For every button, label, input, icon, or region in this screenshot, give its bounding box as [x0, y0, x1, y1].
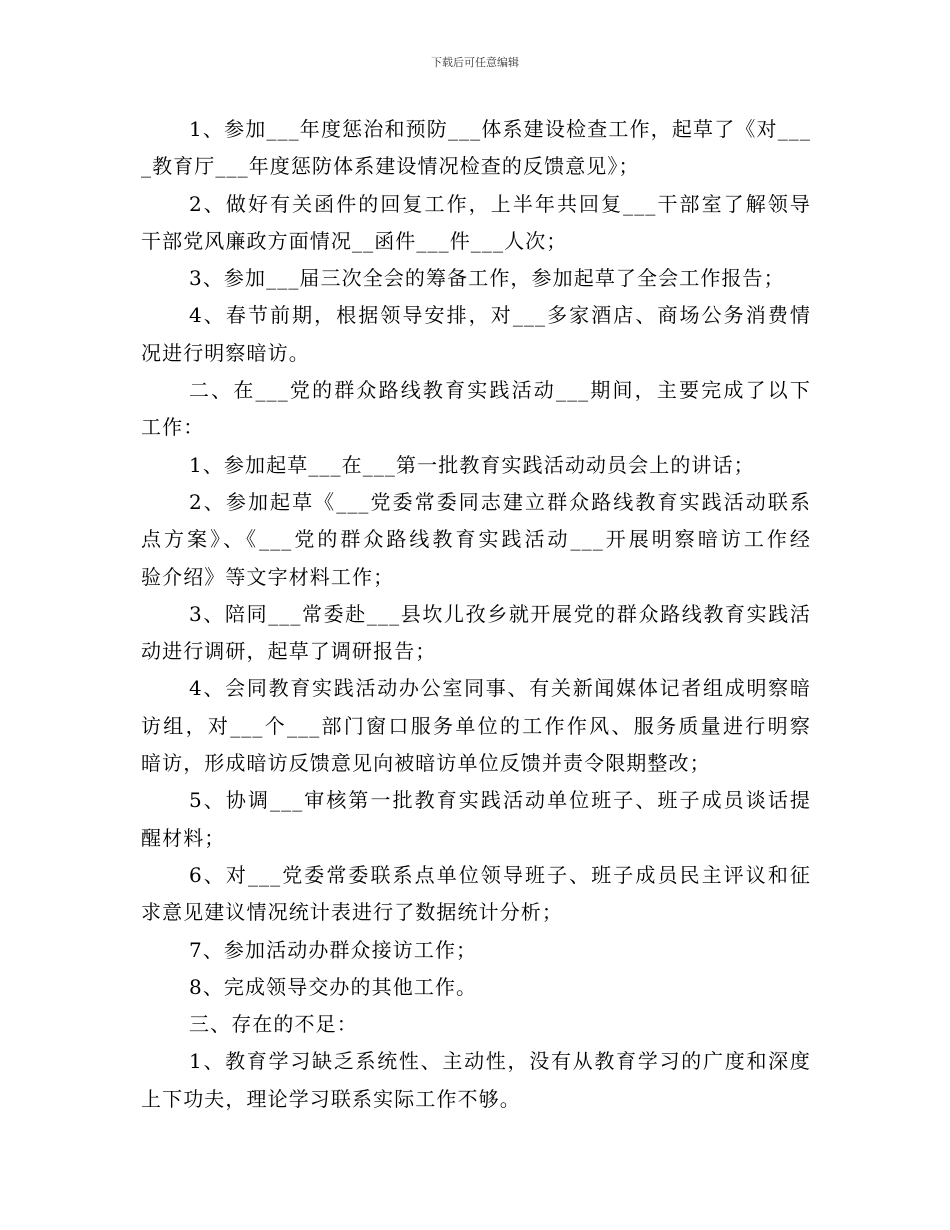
- text-line: 7、参加活动办群众接访工作；: [189, 937, 478, 962]
- text-line: 上下功夫，理论学习联系实际工作不够。: [141, 1086, 521, 1111]
- text-line: 干部党风廉政方面情况__函件___件___人次；: [141, 228, 568, 253]
- text-line: 1、教育学习缺乏系统性、主动性，没有从教育学习的广度和深度: [189, 1049, 811, 1074]
- text-line: 求意见建议情况统计表进行了数据统计分析；: [141, 900, 563, 925]
- text-line: 况进行明察暗访。: [141, 340, 310, 365]
- text-line: 三、存在的不足：: [189, 1012, 358, 1037]
- text-line: 3、参加___届三次全会的筹备工作，参加起草了全会工作报告；: [189, 266, 785, 291]
- text-line: 1、参加___年度惩治和预防___体系建设检查工作，起草了《对___: [189, 117, 811, 141]
- text-line: 验介绍》等文字材料工作；: [141, 564, 395, 589]
- text-line: 动进行调研，起草了调研报告；: [141, 639, 437, 664]
- text-line: 3、陪同___常委赴___县坎儿孜乡就开展党的群众路线教育实践活: [189, 601, 811, 626]
- text-line: 2、参加起草《___党委常委同志建立群众路线教育实践活动联系: [189, 489, 811, 514]
- text-line: 8、完成领导交办的其他工作。: [189, 974, 478, 999]
- text-line: _教育厅___年度惩防体系建设情况检查的反馈意见》；: [141, 154, 640, 179]
- text-line: 点方案》、《___党的群众路线教育实践活动___开展明察暗访工作经: [141, 527, 811, 552]
- text-line: 工作：: [141, 415, 205, 440]
- text-line: 1、参加起草___在___第一批教育实践活动动员会上的讲话；: [189, 452, 755, 477]
- text-line: 二、在___党的群众路线教育实践活动___期间，主要完成了以下: [189, 378, 811, 403]
- document-body: [141, 111, 811, 1118]
- text-line: 2、做好有关函件的回复工作，上半年共回复___干部室了解领导: [189, 191, 811, 216]
- text-line: 暗访，形成暗访反馈意见向被暗访单位反馈并责令限期整改；: [141, 751, 711, 776]
- text-line: 4、会同教育实践活动办公室同事、有关新闻媒体记者组成明察暗: [189, 676, 811, 701]
- text-line: 醒材料；: [141, 825, 226, 850]
- text-line: 4、春节前期，根据领导安排，对___多家酒店、商场公务消费情: [189, 303, 811, 328]
- page-header-note: 下载后可任意编辑: [431, 56, 519, 69]
- text-line: 访组，对___个___部门窗口服务单位的工作作风、服务质量进行明察: [141, 713, 811, 738]
- text-line: 5、协调___审核第一批教育实践活动单位班子、班子成员谈话提: [189, 788, 811, 813]
- text-line: 6、对___党委常委联系点单位领导班子、班子成员民主评议和征: [189, 862, 811, 887]
